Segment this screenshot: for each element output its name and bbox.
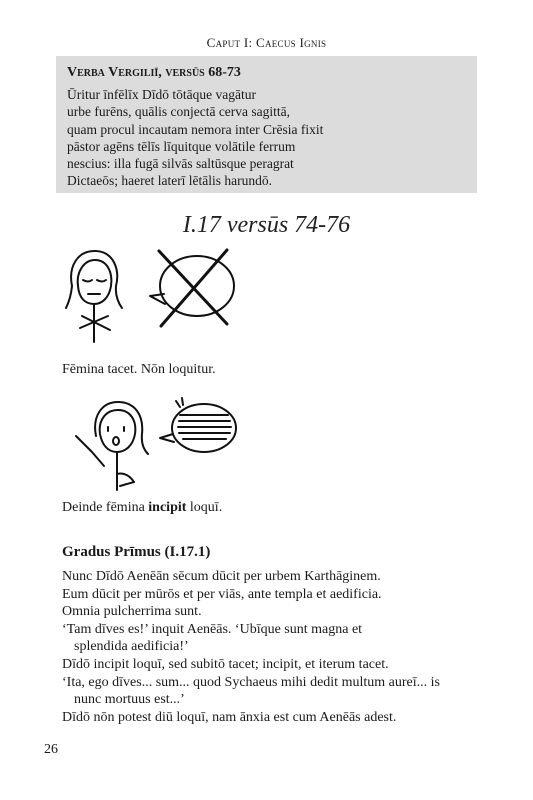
story-line: Omnia pulcherrima sunt. [62, 604, 202, 620]
story-line: Dīdō nōn potest diū loquī, nam ānxia est cum Aenēās adest. [62, 709, 397, 725]
quote-line: nescius: illa fugā silvās saltūsque peragrat [67, 156, 294, 172]
story-line: ‘Ita, ego dīves... sum... quod Sychaeus mihi dedit multum aureī... is [62, 674, 440, 690]
face [100, 410, 136, 452]
story-line: Eum dūcit per mūrōs et per viās, ante templa et aedificia. [62, 586, 382, 602]
quote-line: urbe furēns, quālis conjectā cerva sagittā, [67, 104, 291, 120]
open-mouth [113, 437, 119, 445]
speech-bubble-talking [160, 398, 236, 452]
quote-line: Ūritur īnfēlīx Dīdō tōtāque vagātur [67, 87, 256, 102]
silent-woman-illustration [62, 246, 242, 346]
caption-bold-word: incipit [148, 500, 187, 515]
quote-line: Dictaeōs; haeret laterī lētālis harundō. [67, 173, 273, 189]
gradus-title: Gradus Prīmus (I.17.1) [62, 544, 211, 560]
page-number: 26 [44, 742, 58, 757]
caption-text: loquī. [186, 500, 223, 515]
quote-title: Verba Vergiliī, versūs 68-73 [67, 65, 241, 80]
closed-eye-right [97, 280, 106, 282]
closed-eye-left [83, 280, 92, 282]
hair-left [66, 286, 72, 308]
speech-bubble-crossed [150, 250, 234, 326]
quote-line: pāstor agēns tēlīs līquitque volātile ferrum [67, 138, 296, 154]
quote-line: quam procul incautam nemora inter Crēsia fixit [67, 121, 324, 137]
story-line: splendida aedificia!’ [74, 639, 189, 655]
caption-speaking [62, 500, 222, 516]
story-line: nunc mortuus est...’ [74, 692, 185, 708]
vergil-quote-box [56, 56, 477, 193]
hand [117, 473, 134, 486]
running-head: Caput I: Caecus Ignis [206, 35, 327, 50]
face [78, 260, 112, 304]
caption-text: Deinde fēmina [62, 500, 149, 515]
speaking-woman-illustration [62, 392, 242, 492]
story-line: Dīdō incipit loquī, sed subitō tacet; incipit, et iterum tacet. [62, 656, 389, 672]
story-line: ‘Tam dīves es!’ inquit Aenēās. ‘Ubīque sunt magna et [62, 621, 363, 637]
story-line: Nunc Dīdō Aenēān sēcum dūcit per urbem Karthāginem. [62, 569, 381, 584]
gradus-story [62, 568, 482, 726]
crossed-arms [80, 310, 110, 342]
raised-arm [76, 436, 104, 466]
caption-silent: Fēmina tacet. Nōn loquitur. [62, 362, 216, 377]
section-heading: I.17 versūs 74-76 [182, 212, 351, 238]
